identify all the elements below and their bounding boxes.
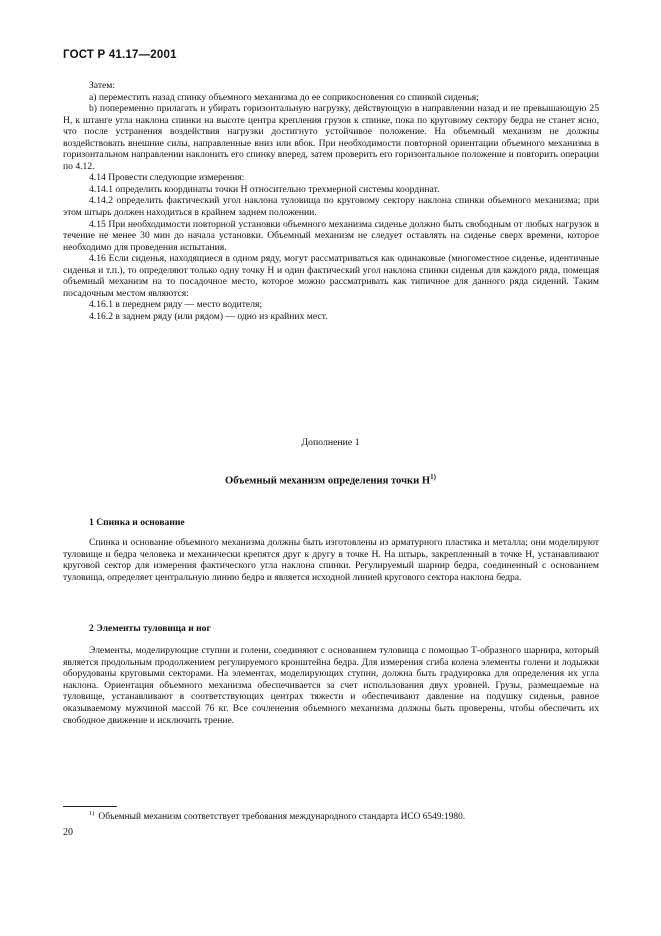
section-heading-1: 1 Спинка и основание [89,517,185,528]
section-text-2: Элементы, моделирующие ступни и голени, соединяют с основанием туловища с помощью Т-образного шарнира, который является продольным продолжением регулируемого кронштейна бедра. Для измерения сгиба колена элементы голени и лодыжки оборудованы круговыми секторами. На элементах, моделирующих ступни, должна быть градуировка для определения их угла наклона. Ориентация объемного механизма обеспечивается за счет использования двух уровней. Грузы, размещаемые на туловище, устанавливают в соответствующих центрах тяжести и обеспечивают давление на подушку сиденья, равное оказываемому мужчиной массой 76 кг. Все сочленения объемного механизма должны быть проверены, чтобы обеспечить их свободное движение и исключить трение. [63,645,599,726]
body-text [63,80,599,322]
paragraph-4-16-1: 4.16.1 в переднем ряду — место водителя; [89,299,263,311]
footnote-text: Объемный механизм соответствует требования международного стандарта ИСО 6549:1980. [98,812,466,823]
paragraph-item-b: b) попеременно прилагать и убирать горизонтальную нагрузку, действующую в направлении назад и не превышающую 25 Н, к штанге угла наклона спинки на высоте центра крепления грузов к спинке, пока по круговому сектору бедра не станет ясно, что после устранения воздействия нагрузки достигнуто устойчивое положение. На объемный механизм не должны воздействовать внешние силы, направленные вниз или вбок. При необходимости повторной ориентации объемного механизма в горизонтальном направлении наклонить его спинку вперед, затем проверить его горизонтальное положение и повторить операции по 4.12. [63,103,599,172]
appendix-label: Дополнение 1 [301,437,360,448]
footnote-divider [63,806,117,807]
page-number: 20 [63,827,73,838]
section-text-1: Спинка и основание объемного механизма должны быть изготовлены из арматурного пластика и металла; они моделируют туловище и бедра человека и механически крепятся друг к другу в точке Н. На штырь, закрепленный в точке Н, устанавливают круговой сектор для измерения фактического угла наклона спинки. Регулируемый шарнир бедра, соединенный с основанием туловища, определяет центральную линию бедра и является исходной линией кругового сектора наклона бедра. [63,537,599,583]
footnote-marker: 1) [89,810,95,817]
paragraph-4-14: 4.14 Провести следующие измерения: [89,172,245,184]
footnote [89,810,465,822]
paragraph-4-15: 4.15 При необходимости повторной установки объемного механизма сиденье должно быть свободным от любых нагрузок в течение не менее 30 мин до начала установки. Объемный механизм не следует оставлять на сиденье сверх времени, которое необходимо для проведения испытания. [63,218,599,253]
standard-header: ГОСТ Р 41.17—2001 [63,49,177,61]
paragraph-4-14-1: 4.14.1 определить координаты точки Н относительно трехмерной системы координат. [89,183,440,195]
paragraph-item-a: a) переместить назад спинку объемного механизма до ее соприкосновения со спинкой сиденья; [89,91,479,103]
paragraph-4-14-2: 4.14.2 определить фактический угол наклона туловища по круговому сектору наклона спинки объемного механизма; при этом штырь должен находиться в крайнем заднем положении. [63,195,599,219]
paragraph-4-16-2: 4.16.2 в заднем ряду (или рядом) — одно из крайних мест. [89,310,328,322]
section-heading-2: 2 Элементы туловища и ног [89,623,211,634]
appendix-title [0,473,661,487]
appendix-title-text: Объемный механизм определения точки Н [225,475,431,487]
paragraph-intro: Затем: [89,80,116,91]
appendix-title-footnote-ref: 1) [430,473,436,481]
paragraph-4-16: 4.16 Если сиденья, находящиеся в одном ряду, могут рассматриваться как одинаковые (многоместное сиденье, идентичные сиденья и т.п.), то определяют только одну точку Н и один фактический угол наклона спинки сиденья для каждого ряда, помещая объемный механизм на то посадочное место, которое можно рассматривать как типичное для данного ряда сидений. Таким посадочным местом являются: [63,253,599,299]
